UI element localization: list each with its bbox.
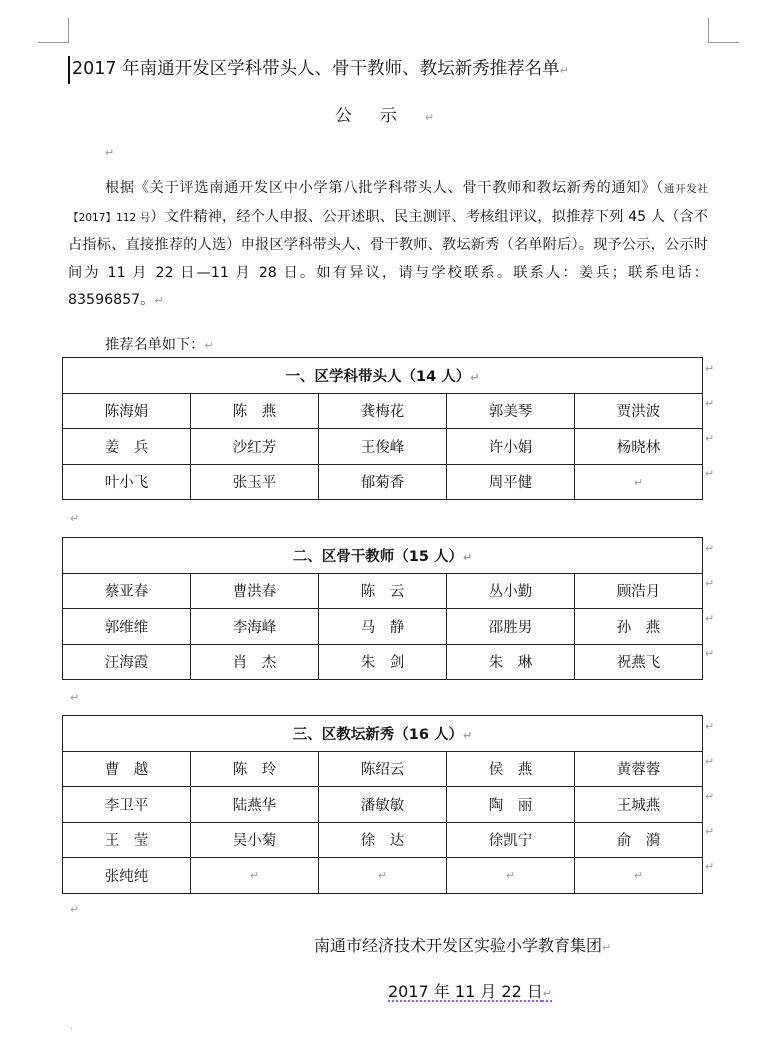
name-cell: 陈绍云: [319, 751, 447, 787]
name-cell: 王俊峰: [319, 429, 447, 465]
row-end-mark-icon: ↵: [705, 612, 715, 625]
row-end-mark-icon: ↵: [705, 432, 715, 445]
title-text: 2017 年南通开发区学科带头人、骨干教师、教坛新秀推荐名单: [72, 59, 560, 79]
table-heading: 二、区骨干教师（15 人）↵: [63, 538, 703, 574]
name-cell: 曹 越: [63, 751, 191, 787]
name-cell: ↵: [191, 858, 319, 894]
name-cell: 郭维维: [63, 609, 191, 645]
name-cell: 顾浩月: [575, 573, 703, 609]
name-cell: 陈 玲: [191, 751, 319, 787]
name-cell: 王城燕: [575, 787, 703, 823]
row-end-mark-icon: ↵: [705, 647, 715, 660]
name-cell: 徐 达: [319, 822, 447, 858]
table-row: [63, 751, 703, 787]
name-cell: 陈 燕: [191, 393, 319, 429]
table-subject-leaders: [62, 357, 703, 500]
row-end-mark-icon: ↵: [705, 577, 715, 590]
name-cell: 周平健: [447, 464, 575, 500]
name-cell: ↵: [575, 464, 703, 500]
table-row: [63, 393, 703, 429]
name-cell: 黄蓉蓉: [575, 751, 703, 787]
name-cell: 侯 燕: [447, 751, 575, 787]
name-cell: 陈 云: [319, 573, 447, 609]
paragraph-mark-icon: ↵: [105, 146, 115, 159]
name-cell: 汪海霞: [63, 644, 191, 680]
issue-date: 2017 年 11 月 22 日↵: [388, 982, 553, 1001]
name-cell: 徐凯宁: [447, 822, 575, 858]
name-cell: 李海峰: [191, 609, 319, 645]
end-mark-icon: .: [70, 1022, 73, 1032]
row-end-mark-icon: ↵: [705, 790, 715, 803]
row-end-mark-icon: ↵: [705, 860, 715, 873]
name-cell: 朱 琳: [447, 644, 575, 680]
name-cell: 郁菊香: [319, 464, 447, 500]
name-cell: 陶 丽: [447, 787, 575, 823]
table-row: [63, 858, 703, 894]
paragraph-mark-icon: ↵: [424, 111, 435, 124]
paragraph-mark-icon: ↵: [70, 903, 80, 916]
crop-mark-top-right: [708, 18, 739, 43]
name-cell: 陆燕华: [191, 787, 319, 823]
list-lead: 推荐名单如下：↵: [105, 337, 214, 353]
name-cell: 陈海娟: [63, 393, 191, 429]
paragraph-mark-icon: ↵: [70, 512, 80, 525]
document-title[interactable]: [68, 56, 712, 84]
paragraph-mark-icon: ↵: [70, 691, 80, 704]
name-cell: 吴小菊: [191, 822, 319, 858]
crop-mark-top-left: [38, 18, 69, 43]
table-row: [63, 822, 703, 858]
name-cell: 俞 漪: [575, 822, 703, 858]
name-cell: ↵: [575, 858, 703, 894]
table-key-teachers: [62, 537, 703, 680]
name-cell: ↵: [319, 858, 447, 894]
notice-paragraph: 根据《关于评选南通开发区中小学第八批学科带头人、骨干教师和教坛新秀的通知》（通开发社【2017】112 号）文件精神，经个人申报、公开述职、民主测评、考核组评议，拟推荐下列 45 人（含不占指标、直接推荐的人选）申报区学科带头人、骨干教师、教坛新秀（名单附后）。现予公示，公示时间为 11 月 22 日—11 月 28 日。如有异议，请与学校联系。联系人：姜兵；联系电话：83596857。↵: [68, 180, 709, 308]
paragraph-mark-icon: ↵: [204, 339, 214, 352]
name-cell: 王 莹: [63, 822, 191, 858]
table-heading: 一、区学科带头人（14 人）↵: [63, 358, 703, 394]
row-end-mark-icon: ↵: [705, 755, 715, 768]
name-cell: 朱 剑: [319, 644, 447, 680]
document-subtitle: [0, 103, 769, 131]
table-heading: 三、区教坛新秀（16 人）↵: [63, 716, 703, 752]
row-end-mark-icon: ↵: [705, 825, 715, 838]
name-cell: 孙 燕: [575, 609, 703, 645]
name-cell: 许小娟: [447, 429, 575, 465]
paragraph-mark-icon: ↵: [154, 294, 164, 307]
name-cell: 邵胜男: [447, 609, 575, 645]
row-end-mark-icon: ↵: [705, 397, 715, 410]
paragraph-mark-icon: ↵: [602, 941, 612, 954]
name-cell: 张玉平: [191, 464, 319, 500]
name-cell: 蔡亚春: [63, 573, 191, 609]
name-cell: 曹洪春: [191, 573, 319, 609]
name-cell: 杨晓林: [575, 429, 703, 465]
name-cell: 李卫平: [63, 787, 191, 823]
row-end-mark-icon: ↵: [705, 467, 715, 480]
name-cell: ↵: [447, 858, 575, 894]
table-row: [63, 464, 703, 500]
name-cell: 郭美琴: [447, 393, 575, 429]
document-number: 通开发社【2017】112 号: [68, 183, 709, 224]
table-row: [63, 573, 703, 609]
name-cell: 叶小飞: [63, 464, 191, 500]
name-cell: 贾洪波: [575, 393, 703, 429]
name-cell: 丛小勤: [447, 573, 575, 609]
name-cell: 龚梅花: [319, 393, 447, 429]
table-row: [63, 644, 703, 680]
name-cell: 祝燕飞: [575, 644, 703, 680]
name-cell: 张纯纯: [63, 858, 191, 894]
table-new-stars: [62, 715, 703, 894]
paragraph-mark-icon: ↵: [559, 64, 569, 77]
table-row: [63, 609, 703, 645]
name-cell: 肖 杰: [191, 644, 319, 680]
table-row: [63, 787, 703, 823]
subtitle-text: 公示: [334, 106, 425, 126]
name-cell: 马 静: [319, 609, 447, 645]
paragraph-mark-icon: ↵: [542, 987, 553, 1000]
issuing-organization: 南通市经济技术开发区实验小学教育集团↵: [314, 936, 612, 955]
name-cell: 姜 兵: [63, 429, 191, 465]
row-end-mark-icon: ↵: [705, 362, 715, 375]
name-cell: 潘敏敏: [319, 787, 447, 823]
table-row: [63, 429, 703, 465]
name-cell: 沙红芳: [191, 429, 319, 465]
row-end-mark-icon: ↵: [705, 542, 715, 555]
row-end-mark-icon: ↵: [705, 720, 715, 733]
